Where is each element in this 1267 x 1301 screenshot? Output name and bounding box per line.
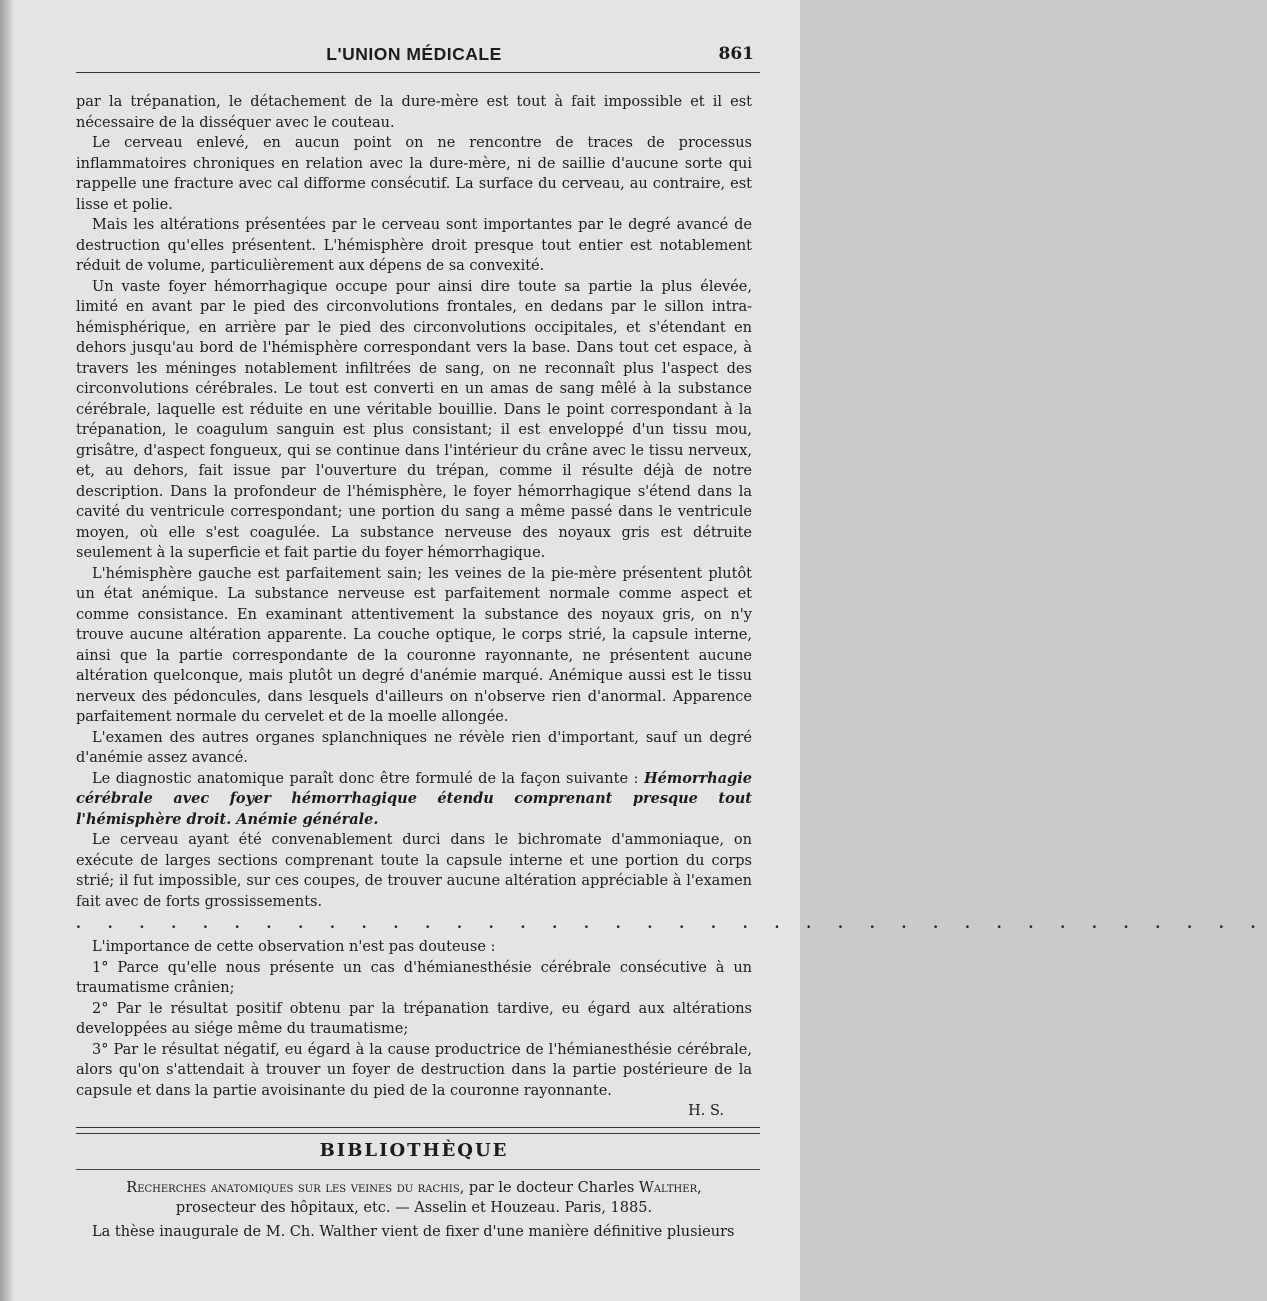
page-number: 861	[718, 44, 754, 64]
review-book-title: Recherches anatomiques sur les veines du rachis,	[126, 1180, 465, 1196]
review-text: La thèse inaugurale de M. Ch. Walther vient de fixer d'une manière définitive plusieurs	[92, 1224, 735, 1240]
section-divider	[76, 1127, 760, 1134]
author-signature: H. S.	[688, 1103, 724, 1119]
section-title-rule	[76, 1169, 760, 1170]
paragraph: L'examen des autres organes splanchniques ne révèle rien d'important, sauf un degré d'anémie assez avancé.	[76, 729, 752, 766]
binding-shadow	[0, 0, 14, 1301]
paragraph: par la trépanation, le détachement de la dure-mère est tout à fait impossible et il est nécessaire de la disséquer avec le couteau.	[76, 94, 752, 131]
section-title: BIBLIOTHÈQUE	[319, 1140, 509, 1161]
ellipsis-separator: . . . . . . . . . . . . . . . . . . . . . . . . . . . . . . . . . . . . . .	[76, 916, 1267, 932]
diagnosis-lead: Le diagnostic anatomique paraît donc être formulé de la façon suivante :	[92, 770, 639, 787]
paragraph: L'hémisphère gauche est parfaitement sain; les veines de la pie-mère présentent plutôt un état anémique. La substance nerveuse est parfaitement normale comme aspect et comme consistance. En examinant attentivement la substance des noyaux gris, on n'y trouve aucune altération apparente. La couche optique, le corps strié, la capsule interne, ainsi que la partie correspondante de la couronne rayonnante, ne présentent aucune altération quelconque, mais plutôt un degré d'anémie marqué. Anémique aussi est le tissu nerveux des pédoncules, dans lesquels d'ailleurs on n'observe rien d'anormal. Apparence parfaitement normale du cervelet et de la moelle allongée.	[76, 565, 752, 725]
diagnosis-paragraph	[76, 769, 752, 831]
conclusion-item: 3° Par le résultat négatif, eu égard à la cause productrice de l'hémianesthésie cérébrale, alors qu'on s'attendait à trouver un foyer de destruction dans la partie postérieure de la capsule et dans la partie avoisinante du pied de la couronne rayonnante.	[76, 1041, 752, 1099]
header-rule	[76, 72, 760, 73]
diagnosis-formula: Hémorrhagie cérébrale avec foyer hémorrhagique étendu comprenant presque tout l'hémisphère droit. Anémie générale.	[76, 769, 752, 828]
review-publication-line: prosecteur des hôpitaux, etc. — Asselin et Houzeau. Paris, 1885.	[175, 1200, 653, 1216]
paragraph: Le cerveau ayant été convenablement durci dans le bichromate d'ammoniaque, on exécute de larges sections comprenant toute la capsule interne et une portion du corps strié; il fut impossible, sur ces coupes, de trouver aucune altération appréciable à l'examen fait avec de forts grossissements.	[76, 832, 752, 910]
conclusion-item: 2° Par le résultat positif obtenu par la trépanation tardive, eu égard aux altérations developpées au siége même du traumatisme;	[76, 1000, 752, 1037]
paragraph: Un vaste foyer hémorrhagique occupe pour ainsi dire toute sa partie la plus élevée, limité en avant par le pied des circonvolutions frontales, en dedans par le sillon intra-hémisphérique, en arrière par le pied des circonvolutions occipitales, et s'étendant en dehors jusqu'au bord de l'hémisphère correspondant vers la base. Dans tout cet espace, à travers les méninges notablement infiltrées de sang, on ne reconnaît plus l'aspect des circonvolutions cérébrales. Le tout est converti en un amas de sang mêlé à la substance cérébrale, laquelle est réduite en une véritable bouillie. Dans le point correspondant à la trépanation, le coagulum sanguin est plus consistant; il est enveloppé d'un tissu mou, grisâtre, d'aspect fongueux, qui se continue dans l'intérieur du crâne avec le tissu nerveux, et, au dehors, fait issue par l'ouverture du trépan, comme il résulte déjà de notre description. Dans la profondeur de l'hémisphère, le foyer hémorrhagique s'étend dans la cavité du ventricule correspondant; une portion du sang a même passé dans le ventricule moyen, où elle s'est coagulée. La substance nerveuse des noyaux gris est détruite seulement à la superficie et fait partie du foyer hémorrhagique.	[76, 278, 752, 561]
conclusion-item: 1° Parce qu'elle nous présente un cas d'hémianesthésie cérébrale consécutive à un traumatisme crânien;	[76, 959, 752, 996]
paragraph: Le cerveau enlevé, en aucun point on ne rencontre de traces de processus inflammatoires chroniques en relation avec la dure-mère, ni de saillie d'aucune sorte qui rappelle une fracture avec cal difforme consécutif. La surface du cerveau, au contraire, est lisse et polie.	[76, 135, 752, 213]
review-reference	[76, 1178, 752, 1218]
running-title: L'UNION MÉDICALE	[326, 44, 502, 64]
conclusion-intro: L'importance de cette observation n'est pas douteuse :	[92, 939, 496, 955]
paragraph: Mais les altérations présentées par le cerveau sont importantes par le degré avancé de destruction qu'elles présentent. L'hémisphère droit presque tout entier est notablement réduit de volume, particulièrement aux dépens de sa convexité.	[76, 217, 752, 274]
review-author-prefix: par le docteur Charles	[468, 1180, 635, 1196]
review-author-name: Walther,	[638, 1180, 702, 1196]
article-body	[76, 92, 1267, 1121]
page-header	[76, 0, 752, 76]
